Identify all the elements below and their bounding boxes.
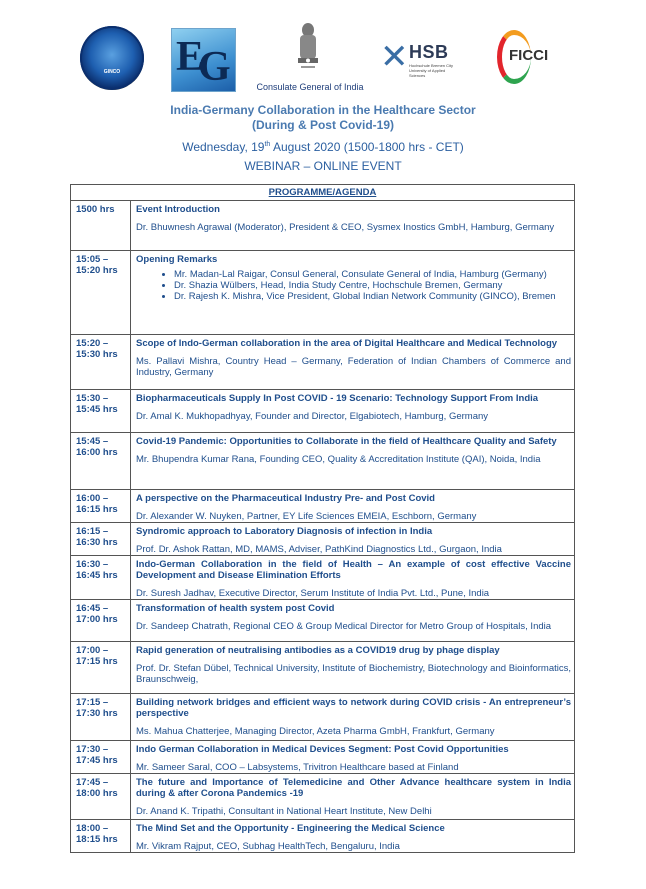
agenda-time: 15:45 – 16:00 hrs: [71, 433, 131, 490]
session-speaker: Ms. Mahua Chatterjee, Managing Director, Azeta Pharma GmbH, Frankfurt, Germany: [136, 726, 495, 737]
event-type: WEBINAR – ONLINE EVENT: [244, 159, 402, 173]
agenda-row: [71, 556, 575, 600]
eg-logo-g: G: [198, 44, 231, 90]
eg-logo-e: E: [176, 34, 205, 80]
session-speaker: Mr. Bhupendra Kumar Rana, Founding CEO, Quality & Accreditation Institute (QAI), Noida, India: [136, 454, 541, 465]
session-speaker: Prof. Dr. Stefan Dübel, Technical University, Institute of Biochemistry, Biotechnology and Bioinformatics, Braunschweig,: [136, 663, 571, 685]
agenda-row: [71, 642, 575, 694]
agenda-time: 16:15 – 16:30 hrs: [71, 523, 131, 556]
speaker-list-item: • Dr. Rajesh K. Mishra, Vice President, Global Indian Network Community (GINCO), Bremen: [174, 291, 571, 302]
consulate-caption: Consulate General of India: [256, 82, 364, 92]
agenda-session: [131, 390, 575, 433]
session-title: Opening Remarks: [136, 254, 218, 265]
agenda-session: [131, 490, 575, 523]
ginco-logo-text: GINCO: [103, 69, 121, 75]
agenda-row: [71, 600, 575, 642]
agenda-session: [131, 251, 575, 335]
agenda-time: 16:00 – 16:15 hrs: [71, 490, 131, 523]
agenda-session: [131, 523, 575, 556]
event-subtitle: (During & Post Covid-19): [251, 118, 394, 132]
agenda-session: [131, 820, 575, 853]
agenda-row: [71, 335, 575, 390]
event-header: [0, 103, 646, 174]
agenda-row: [71, 201, 575, 251]
session-title: Syndromic approach to Laboratory Diagnosis of infection in India: [136, 526, 433, 537]
agenda-session: [131, 600, 575, 642]
agenda-time: 15:05 – 15:20 hrs: [71, 251, 131, 335]
agenda-time: 17:15 – 17:30 hrs: [71, 694, 131, 741]
speaker-list-item: • Mr. Madan-Lal Raigar, Consul General, Consulate General of India, Hamburg (Germany): [174, 269, 571, 280]
agenda-row: [71, 820, 575, 853]
agenda-time: 17:30 – 17:45 hrs: [71, 741, 131, 774]
session-title: Transformation of health system post Covid: [136, 603, 335, 614]
session-speaker: Dr. Suresh Jadhav, Executive Director, Serum Institute of India Pvt. Ltd., Pune, India: [136, 588, 490, 599]
session-speaker: Dr. Sandeep Chatrath, Regional CEO & Group Medical Director for Metro Group of Hospitals, India: [136, 621, 552, 632]
session-speaker: Ms. Pallavi Mishra, Country Head – Germany, Federation of Indian Chambers of Commerce and Industry, Germany: [136, 356, 571, 378]
agenda-time: 16:30 – 16:45 hrs: [71, 556, 131, 600]
session-speaker: Dr. Anand K. Tripathi, Consultant in National Heart Institute, New Delhi: [136, 806, 432, 817]
agenda-row: [71, 523, 575, 556]
ficci-logo-text: FICCI: [509, 47, 549, 64]
ginco-logo: [80, 26, 144, 90]
agenda-row: [71, 490, 575, 523]
session-title: Biopharmaceuticals Supply In Post COVID - 19 Scenario: Technology Support From India: [136, 393, 539, 404]
agenda-time: 17:45 – 18:00 hrs: [71, 774, 131, 820]
agenda-table: [70, 184, 575, 853]
agenda-row: [71, 694, 575, 741]
session-title: Building network bridges and efficient ways to network during COVID crisis - An entrepreneur’s perspective: [136, 697, 571, 719]
agenda-session: [131, 433, 575, 490]
session-speaker: Mr. Sameer Saral, COO – Labsystems, Trivitron Healthcare based at Finland: [136, 762, 459, 773]
session-title: The Mind Set and the Opportunity - Engineering the Medical Science: [136, 823, 445, 834]
hsb-logo-subtext: Hochschule Bremen City University of Applied Sciences: [409, 63, 454, 78]
session-title: A perspective on the Pharmaceutical Industry Pre- and Post Covid: [136, 493, 435, 504]
agenda-time: 15:20 – 15:30 hrs: [71, 335, 131, 390]
agenda-session: [131, 694, 575, 741]
ficci-logo: [495, 30, 555, 84]
agenda-body: [71, 201, 575, 853]
session-title: Rapid generation of neutralising antibodies as a COVID19 drug by phage display: [136, 645, 500, 656]
agenda-heading: PROGRAMME/AGENDA: [71, 185, 575, 201]
session-title: Scope of Indo-German collaboration in the area of Digital Healthcare and Medical Technology: [136, 338, 558, 349]
agenda-session: [131, 642, 575, 694]
agenda-session: [131, 774, 575, 820]
speaker-list: [136, 269, 571, 302]
agenda-session: [131, 335, 575, 390]
agenda-session: [131, 741, 575, 774]
eg-logo: [171, 28, 236, 92]
logo-strip: [0, 22, 646, 100]
session-speaker: Mr. Vikram Rajput, CEO, Subhag HealthTech, Bengaluru, India: [136, 841, 400, 852]
agenda-session: [131, 201, 575, 251]
session-title: The future and Importance of Telemedicine and Other Advance healthcare system in India during & after Corona Pandemics -19: [136, 777, 571, 799]
agenda-time: 17:00 – 17:15 hrs: [71, 642, 131, 694]
hsb-mark-icon: ✕: [380, 38, 409, 76]
speaker-list-item: • Dr. Shazia Wülbers, Head, India Study Centre, Hochschule Bremen, Germany: [174, 280, 571, 291]
agenda-time: 16:45 – 17:00 hrs: [71, 600, 131, 642]
agenda-row: [71, 741, 575, 774]
agenda-time: 15:30 – 15:45 hrs: [71, 390, 131, 433]
agenda-row: [71, 774, 575, 820]
event-date-suffix: August 2020 (1500-1800 hrs - CET): [270, 140, 464, 154]
agenda-row: [71, 390, 575, 433]
agenda-session: [131, 556, 575, 600]
session-title: Event Introduction: [136, 204, 220, 215]
hsb-logo: [380, 38, 460, 80]
session-title: Indo German Collaboration in Medical Devices Segment: Post Covid Opportunities: [136, 744, 509, 755]
event-date: [0, 137, 646, 155]
session-speaker: Dr. Amal K. Mukhopadhyay, Founder and Director, Elgabiotech, Hamburg, Germany: [136, 411, 489, 422]
event-title: India-Germany Collaboration in the Healthcare Sector: [170, 103, 476, 117]
agenda-time: 18:00 – 18:15 hrs: [71, 820, 131, 853]
session-title: Covid-19 Pandemic: Opportunities to Collaborate in the field of Healthcare Quality and Safety: [136, 436, 557, 447]
india-emblem-icon: [294, 22, 322, 76]
event-date-sup: th: [264, 141, 271, 148]
session-speaker: Prof. Dr. Ashok Rattan, MD, MAMS, Adviser, PathKind Diagnostics Ltd., Gurgaon, India: [136, 544, 502, 555]
session-speaker: Dr. Bhuwnesh Agrawal (Moderator), President & CEO, Sysmex Inostics GmbH, Hamburg, Germany: [136, 222, 555, 233]
agenda-time: 1500 hrs: [71, 201, 131, 251]
session-title: Indo-German Collaboration in the field of Health – An example of cost effective Vaccine Development and Disease Elimination Efforts: [136, 559, 571, 581]
session-speaker: Dr. Alexander W. Nuyken, Partner, EY Life Sciences EMEIA, Eschborn, Germany: [136, 511, 477, 522]
agenda-row: [71, 433, 575, 490]
agenda-row: [71, 251, 575, 335]
hsb-logo-text: HSB: [409, 42, 449, 62]
event-date-prefix: Wednesday, 19: [182, 140, 265, 154]
